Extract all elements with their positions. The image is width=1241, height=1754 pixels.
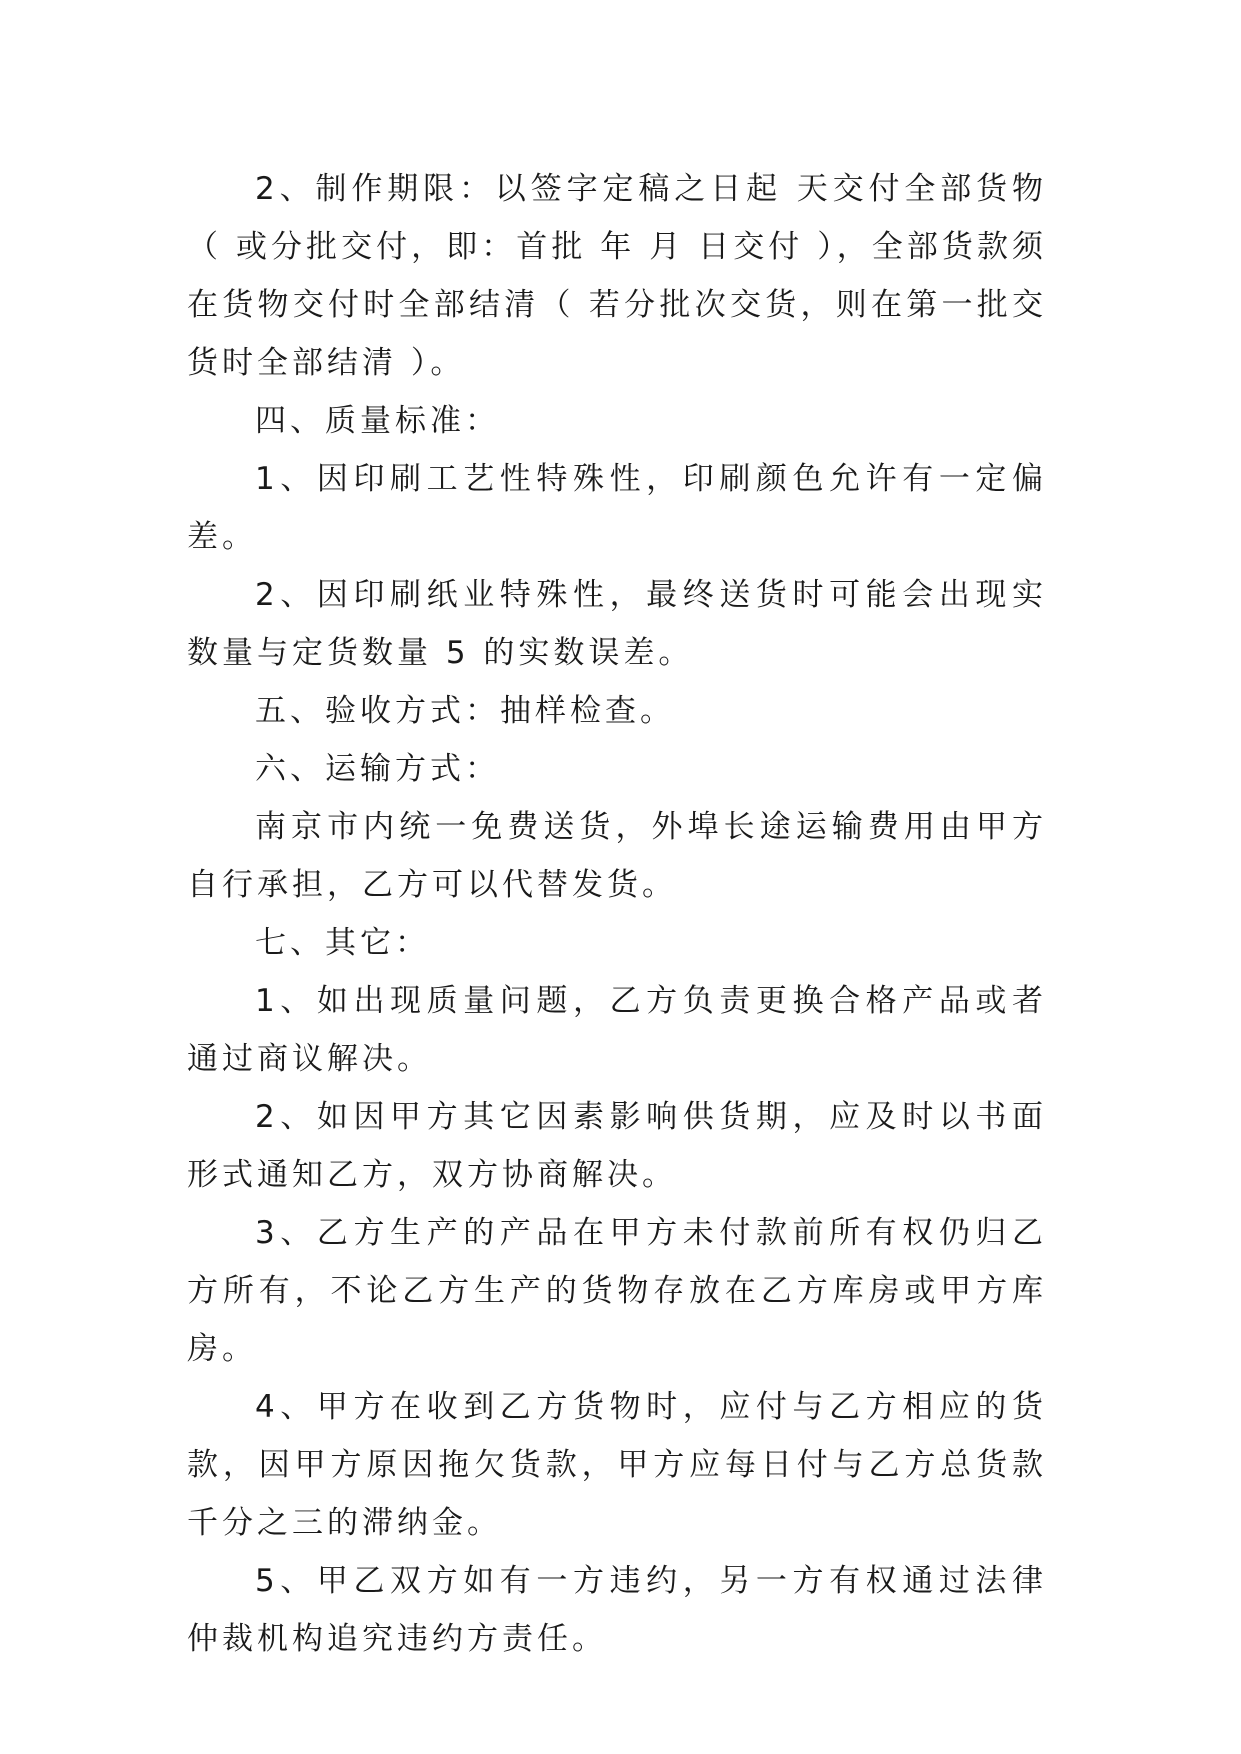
clause-color-tolerance: 1、因印刷工艺性特殊性，印刷颜色允许有一定偏差。 [187,461,1047,555]
section-heading-quality: 四、质量标准： [255,403,500,439]
clause-ownership: 3、乙方生产的产品在甲方未付款前所有权仍归乙方所有，不论乙方生产的货物存放在乙方库房或甲方库房。 [187,1215,1047,1367]
section-heading-acceptance: 五、验收方式：抽样检查。 [255,693,675,729]
clause-supply-delay: 2、如因甲方其它因素影响供货期，应及时以书面形式通知乙方，双方协商解决。 [187,1099,1047,1193]
section-heading-transport: 六、运输方式： [255,751,500,787]
clause-quantity-tolerance: 2、因印刷纸业特殊性，最终送货时可能会出现实数量与定货数量 5 的实数误差。 [187,577,1047,671]
clause-delivery-period: 2、制作期限：以签字定稿之日起 天交付全部货物（ 或分批交付，即：首批 年 月 日交付 ），全部货款须在货物交付时全部结清（ 若分批次交货，则在第一批交货时全部结清 ）。 [187,171,1047,381]
clause-breach: 5、甲乙双方如有一方违约，另一方有权通过法律仲裁机构追究违约方责任。 [187,1563,1047,1657]
contract-body [187,160,1047,1668]
clause-quality-issue: 1、如出现质量问题，乙方负责更换合格产品或者通过商议解决。 [187,983,1047,1077]
clause-payment-penalty: 4、甲方在收到乙方货物时，应付与乙方相应的货款，因甲方原因拖欠货款，甲方应每日付与乙方总货款千分之三的滞纳金。 [187,1389,1047,1541]
section-heading-other: 七、其它： [255,925,430,961]
clause-transport: 南京市内统一免费送货，外埠长途运输费用由甲方自行承担，乙方可以代替发货。 [187,809,1047,903]
